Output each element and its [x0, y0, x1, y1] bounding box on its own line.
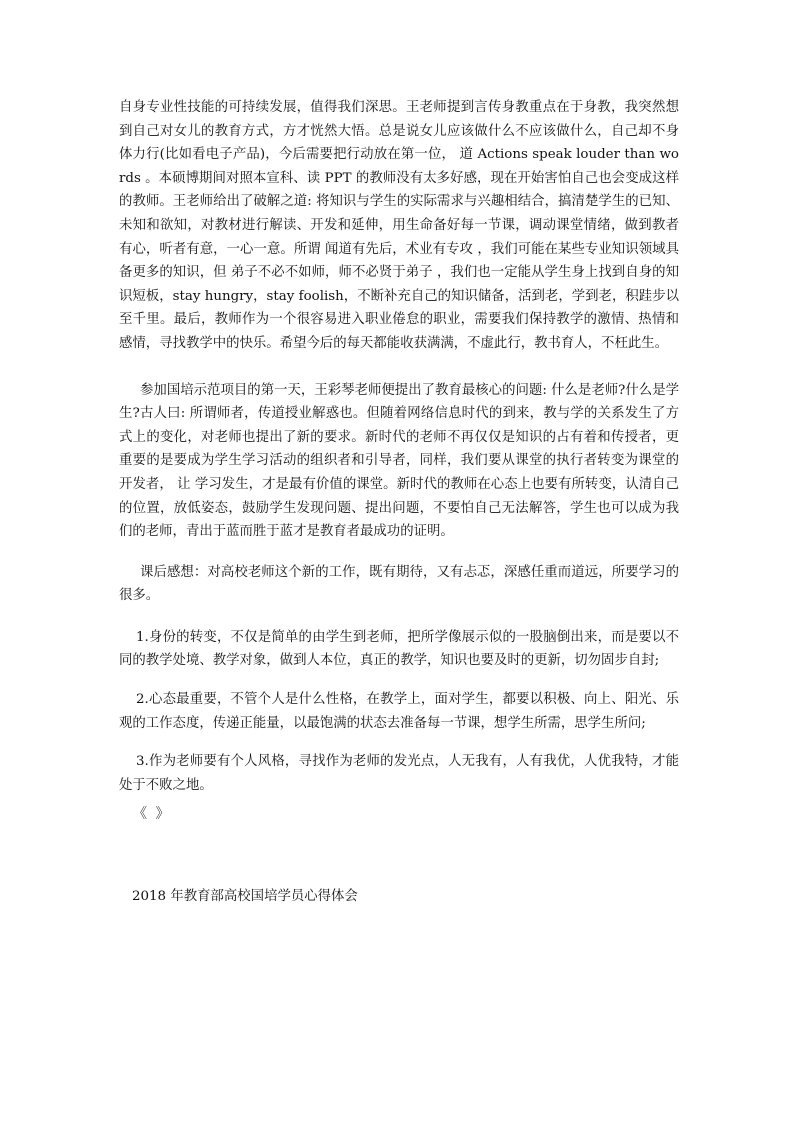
document-body — [119, 96, 679, 797]
paragraph-intro: 自身专业性技能的可持续发展，值得我们深思。王老师提到言传身教重点在于身教，我突然想到自己对女儿的教育方式，方才恍然大悟。总是说女儿应该做什么不应该做什么，自己却不身体力行(比如看电子产品)，今后需要把行动放在第一位， 道 Actions speak louder than words 。本硕博期间对照本宣科、读 PPT 的教师没有太多好感，现在开始害怕自己也会变成这样的教师。王老师给出了破解之道: 将知识与学生的实际需求与兴趣相结合，搞清楚学生的已知、未知和欲知，对教材进行解读、开发和延伸，用生命备好每一节课，调动课堂情绪，做到教者有心，听者有意，一心一意。所谓 闻道有先后，术业有专攻 ，我们可能在某些专业知识领域具备更多的知识，但 弟子不必不如师，师不必贤于弟子 ，我们也一定能从学生身上找到自身的知识短板，stay hungry，stay foolish，不断补充自己的知识储备，活到老，学到老，积跬步以至千里。最后，教师作为一个很容易进入职业倦怠的职业，需要我们保持教学的激情、热情和感情，寻找教学中的快乐。希望今后的每天都能收获满满，不虚此行，教书育人，不枉此生。 — [119, 100, 679, 351]
list-item-identity: 1.身份的转变，不仅是简单的由学生到老师，把所学像展示似的一股脑倒出来，而是要以不同的教学处境、教学对象，做到人本位，真正的教学，知识也要及时的更新，切勿固步自封; — [119, 629, 679, 669]
paragraph-first-day: 参加国培示范项目的第一天，王彩琴老师便提出了教育最核心的问题: 什么是老师?什么是学生?古人曰: 所谓师者，传道授业解惑也。但随着网络信息时代的到来，教与学的关系发生了方式上的变化，对老师也提出了新的要求。新时代的老师不再仅仅是知识的占有着和传授者，更重要的是要成为学生学习活动的组织者和引导者，同样，我们要从课堂的执行者转变为课堂的开发者， 让 学习发生，才是最有价值的课堂。新时代的教师在心态上也要有所转变，认清自己的位置，放低姿态，鼓励学生发现问题、提出问题，不要怕自己无法解答，学生也可以成为我们的老师，青出于蓝而胜于蓝才是教育者最成功的证明。 — [119, 382, 679, 540]
list-item-style: 3.作为老师要有个人风格，寻找作为老师的发光点，人无我有，人有我优，人优我特，才能处于不败之地。 — [119, 754, 679, 793]
paragraph-reflection: 课后感想：对高校老师这个新的工作，既有期待，又有忐忑，深感任重而道远，所要学习的很多。 — [119, 564, 679, 604]
document-title: 2018 年教育部高校国培学员心得体会 — [132, 889, 358, 904]
list-item-mindset: 2.心态最重要，不管个人是什么性格，在教学上，面对学生，都要以积极、向上、阳光、乐观的工作态度，传递正能量，以最饱满的状态去准备每一节课，想学生所需，思学生所问; — [119, 692, 679, 731]
empty-title-brackets: 《 》 — [133, 806, 172, 822]
